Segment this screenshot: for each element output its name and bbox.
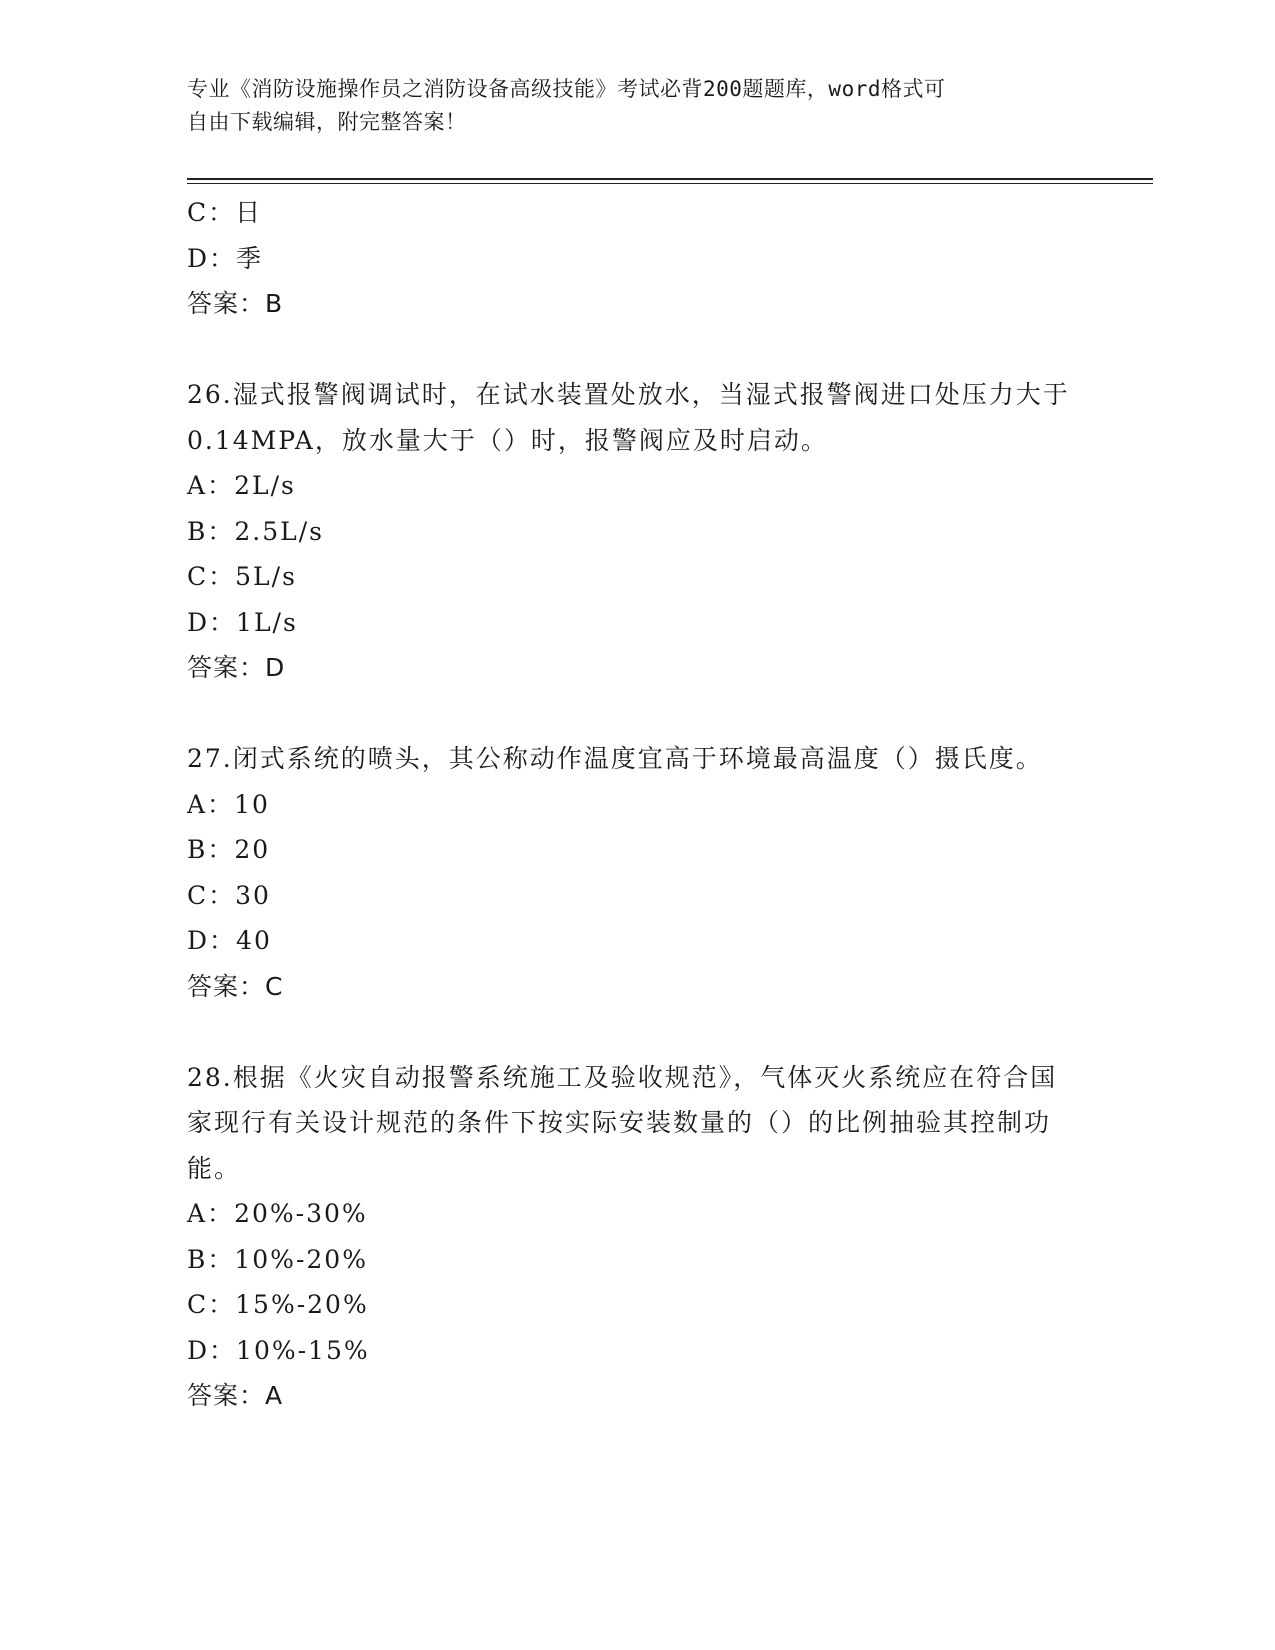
option-d — [187, 236, 1072, 282]
option-text: 5L/s — [235, 562, 297, 591]
option-label: A： — [187, 789, 235, 819]
option-text: 季 — [236, 243, 264, 273]
option-text: 2.5L/s — [234, 516, 324, 546]
spacer — [187, 691, 1072, 737]
option-c — [187, 1282, 1072, 1328]
question-text: 28.根据《火灾自动报警系统施工及验收规范》，气体灭火系统应在符合国家现行有关设计规范的条件下按实际安装数量的（）的比例抽验其控制功能。 — [187, 1062, 1058, 1183]
option-label: D： — [187, 607, 237, 637]
option-c — [187, 190, 1072, 236]
option-a — [187, 1191, 1072, 1237]
question-text: 26.湿式报警阀调试时，在试水装置处放水，当湿式报警阀进口处压力大于0.14MPA，放水量大于（）时，报警阀应及时启动。 — [187, 380, 1070, 455]
option-text: 10%-20% — [234, 1244, 368, 1274]
option-label: C： — [187, 562, 236, 591]
question-text: 27.闭式系统的喷头，其公称动作温度宜高于环境最高温度（）摄氏度。 — [187, 744, 1043, 773]
option-d — [187, 1328, 1072, 1374]
option-label: B： — [187, 835, 235, 864]
option-text: 40 — [236, 926, 272, 955]
option-a — [187, 782, 1072, 828]
option-label: C： — [187, 1290, 236, 1319]
header-title-line-1: 专业《消防设施操作员之消防设备高级技能》考试必背200题题库，word格式可 — [187, 77, 946, 101]
spacer — [187, 1009, 1072, 1055]
option-d — [187, 600, 1072, 646]
question-27 — [187, 736, 1072, 1009]
option-label: C： — [187, 198, 236, 227]
option-label: D： — [187, 926, 237, 955]
header-divider-thin — [187, 183, 1153, 184]
option-d — [187, 918, 1072, 964]
option-text: 2L/s — [234, 471, 296, 500]
answer-line: 答案：A — [187, 1381, 284, 1410]
option-c — [187, 554, 1072, 600]
option-b — [187, 509, 1072, 555]
option-label: B： — [187, 1244, 235, 1274]
question-25-tail — [187, 190, 1072, 327]
document-body — [187, 190, 1072, 1419]
option-label: A： — [187, 471, 235, 500]
option-b — [187, 827, 1072, 873]
option-text: 1L/s — [236, 607, 298, 637]
option-text: 20%-30% — [234, 1199, 368, 1228]
document-header — [187, 73, 1067, 139]
answer-line: 答案：C — [187, 971, 284, 1001]
header-divider-thick — [187, 178, 1153, 180]
answer-line: 答案：B — [187, 289, 284, 318]
option-c — [187, 873, 1072, 919]
option-text: 日 — [235, 198, 263, 227]
option-text: 10 — [234, 789, 270, 819]
spacer — [187, 327, 1072, 373]
option-b — [187, 1237, 1072, 1283]
option-text: 30 — [235, 880, 271, 910]
answer-line: 答案：D — [187, 653, 286, 682]
option-label: C： — [187, 880, 236, 910]
option-text: 20 — [234, 835, 271, 864]
option-label: D： — [187, 243, 237, 273]
option-a — [187, 463, 1072, 509]
option-label: B： — [187, 516, 235, 546]
question-26 — [187, 372, 1072, 691]
option-label: D： — [187, 1335, 237, 1365]
question-28 — [187, 1055, 1072, 1419]
option-text: 15%-20% — [235, 1290, 369, 1319]
option-label: A： — [187, 1199, 235, 1228]
option-text: 10%-15% — [236, 1335, 370, 1365]
header-title-line-2: 自由下载编辑，附完整答案！ — [187, 110, 467, 134]
